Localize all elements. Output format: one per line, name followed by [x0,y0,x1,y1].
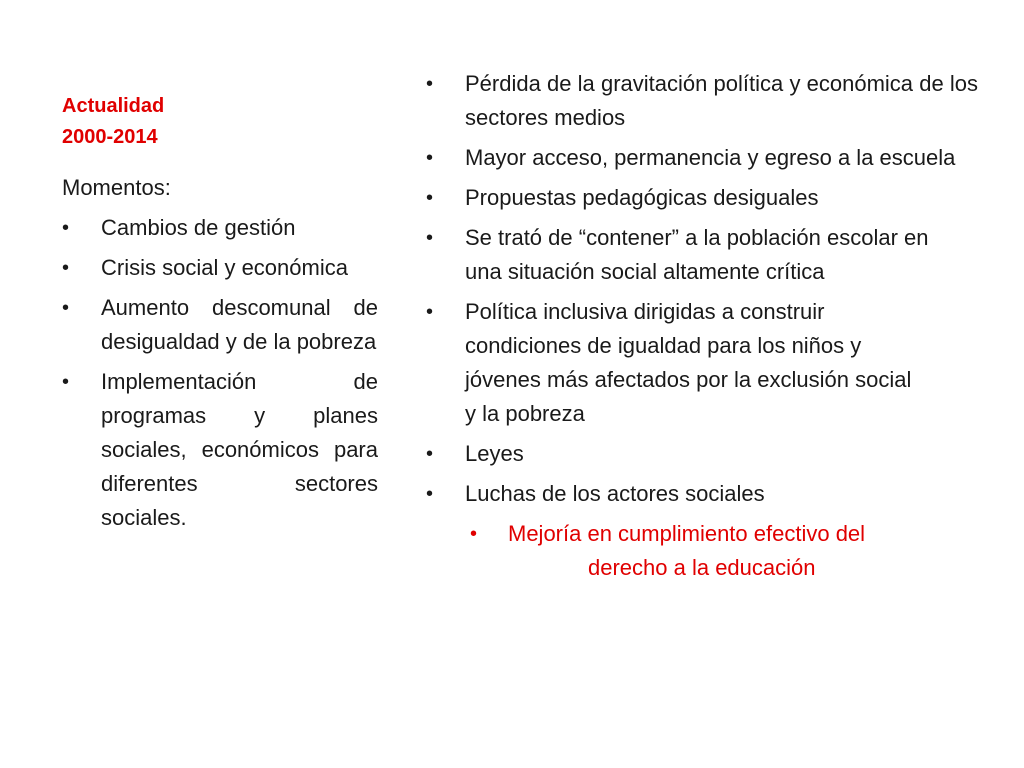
list-item [426,221,978,289]
list-item [426,437,978,471]
slide-title [62,91,164,153]
highlight-line-1: Mejoría en cumplimiento efectivo del [508,521,866,546]
moments-label: Momentos: [62,175,171,200]
list-item [62,211,378,245]
left-column [62,171,378,541]
list-item-text: Mayor acceso, permanencia y egreso a la escuela [465,145,956,170]
bullet-icon: • [62,257,70,279]
title-line-2: 2000-2014 [62,126,158,148]
title-line-1: Actualidad [62,95,165,117]
bullet-icon: • [426,147,434,169]
bullet-icon: • [62,297,70,319]
right-bullet-list [426,67,978,585]
list-item-text: Luchas de los actores sociales [465,481,765,506]
list-item-text: Implementación de programas y planes sociales, económicos para diferentes sectores sociales. [101,369,378,530]
bullet-icon: • [62,217,70,239]
list-item-text: Se trató de “contener” a la población escolar en una situación social altamente crítica [465,225,929,284]
bullet-icon: • [426,73,434,95]
list-item [426,67,978,135]
list-item-text: Aumento descomunal de desigualdad y de la pobreza [101,295,378,354]
highlight-list-item [426,517,978,585]
list-item-text: Propuestas pedagógicas desiguales [465,185,819,210]
list-item [426,295,978,431]
highlight-line-2: derecho a la educación [588,555,816,580]
list-item-text: Política inclusiva dirigidas a construir condiciones de igualdad para los niños y jóvenes más afectados por la exclusión social y la pobreza [465,299,912,426]
list-item [426,181,978,215]
bullet-icon: • [470,523,478,545]
bullet-icon: • [426,301,434,323]
list-item-text: Crisis social y económica [101,255,348,280]
list-item [62,365,378,535]
list-item-text: Cambios de gestión [101,215,296,240]
list-item [62,251,378,285]
list-item [62,291,378,359]
list-item-text: Pérdida de la gravitación política y económica de los sectores medios [465,71,978,130]
list-item [426,141,978,175]
list-item-text: Leyes [465,441,524,466]
bullet-icon: • [426,187,434,209]
right-column [426,67,978,591]
bullet-icon: • [62,371,70,393]
bullet-icon: • [426,483,434,505]
left-bullet-list [62,211,378,535]
bullet-icon: • [426,227,434,249]
list-item [426,477,978,511]
bullet-icon: • [426,443,434,465]
